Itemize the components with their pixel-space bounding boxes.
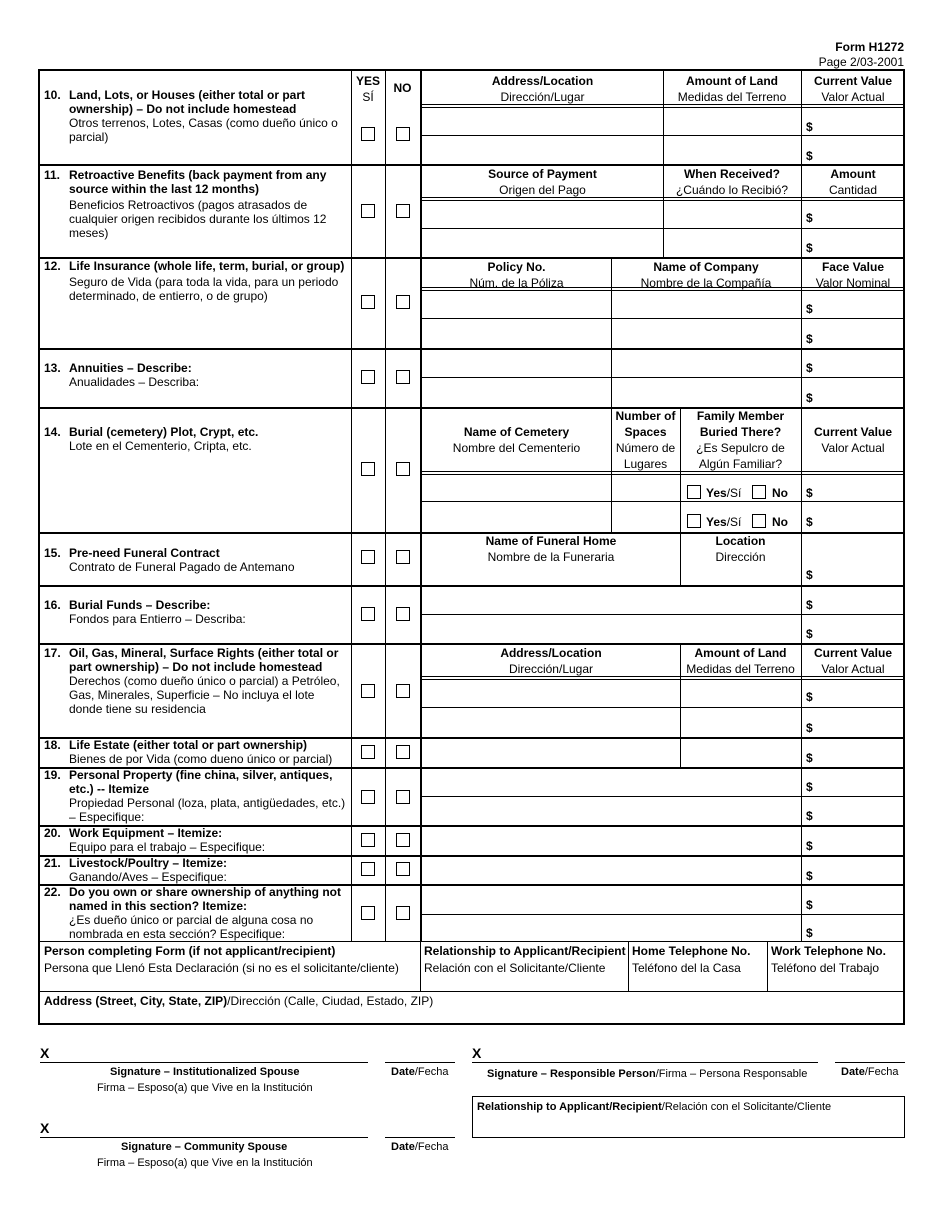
address-header: Address/Location bbox=[491, 74, 594, 88]
person-completing-label-es: Persona que Llenó Esta Declaración (si no es el solicitante/cliente) bbox=[44, 961, 399, 975]
source-header-es: Origen del Pago bbox=[499, 183, 586, 197]
relationship-box-label: Relationship to Applicant/Recipient/Relación con el Solicitante/Cliente bbox=[477, 1101, 832, 1113]
item-17-no-checkbox[interactable] bbox=[396, 684, 410, 698]
item-18: 18. Life Estate (either total or part ownership) Bienes de por Vida (como dueno único or parcial) bbox=[44, 738, 333, 766]
dollar-sign: $ bbox=[806, 839, 813, 853]
family-no-label: No bbox=[772, 486, 788, 500]
item-15-yes-checkbox[interactable] bbox=[361, 550, 375, 564]
item-11-no-checkbox[interactable] bbox=[396, 204, 410, 218]
amount-header-es: Cantidad bbox=[828, 183, 878, 197]
dollar-sign: $ bbox=[806, 898, 813, 912]
home-phone-label: Home Telephone No. bbox=[632, 944, 751, 958]
family-yes-checkbox[interactable] bbox=[687, 485, 701, 499]
comm-signature-label-es: Firma – Esposo(a) que Vive en la Institución bbox=[97, 1157, 313, 1169]
dollar-sign: $ bbox=[806, 751, 813, 765]
item-22: 22. Do you own or share ownership of anything not named in this section? Itemize: ¿Es dueño único or parcial de alguna cosa no nombrada en esta sección? Especifique: bbox=[44, 885, 342, 941]
family-header-es: ¿Es Sepulcro de bbox=[696, 441, 785, 455]
form-number: Form H1272 bbox=[835, 40, 904, 54]
item-22-yes-checkbox[interactable] bbox=[361, 906, 375, 920]
land-header: Amount of Land bbox=[686, 74, 778, 88]
face-value-header: Face Value bbox=[821, 260, 885, 274]
item-17: 17. Oil, Gas, Mineral, Surface Rights (either total or part ownership) – Do not include homestead Derechos (como dueño único o parcial) a Petróleo, Gas, Minerales, Superficie – No incluya el lote donde tiene su residencia bbox=[44, 646, 340, 716]
dollar-sign: $ bbox=[806, 120, 813, 134]
dollar-sign: $ bbox=[806, 149, 813, 163]
item-14-no-checkbox[interactable] bbox=[396, 462, 410, 476]
item-21-yes-checkbox[interactable] bbox=[361, 862, 375, 876]
row-separator bbox=[40, 585, 905, 587]
relationship-label: Relationship to Applicant/Recipient bbox=[424, 944, 626, 958]
asset-form bbox=[38, 69, 905, 1025]
address-header: Address/Location bbox=[500, 646, 602, 660]
item-11: 11. Retroactive Benefits (back payment from any source within the last 12 months) Beneficios Retroactivos (pagos atrasados de cualquier origen recibidos durante los últimos 12 meses) bbox=[44, 168, 327, 240]
source-header: Source of Payment bbox=[488, 167, 597, 181]
dollar-sign: $ bbox=[806, 598, 813, 612]
address-label: Address (Street, City, State, ZIP)/Dirección (Calle, Ciudad, Estado, ZIP) bbox=[44, 994, 434, 1008]
item-19: 19. Personal Property (fine china, silver, antiques, etc.) -- Itemize Propiedad Personal (loza, plata, antigüedades, etc.) – Especifique: bbox=[44, 768, 346, 824]
item-16-yes-checkbox[interactable] bbox=[361, 607, 375, 621]
current-value-header-es: Valor Actual bbox=[821, 441, 885, 455]
location-header: Location bbox=[715, 534, 766, 548]
item-16-no-checkbox[interactable] bbox=[396, 607, 410, 621]
work-phone-label-es: Teléfono del Trabajo bbox=[771, 961, 880, 975]
spaces-header: Number of bbox=[615, 409, 676, 423]
page-number: Page 2/03-2001 bbox=[818, 55, 904, 69]
x-mark: X bbox=[472, 1045, 482, 1061]
company-header-es: Nombre de la Compañía bbox=[640, 276, 772, 290]
item-20-yes-checkbox[interactable] bbox=[361, 833, 375, 847]
spaces-header-2: Spaces bbox=[624, 425, 667, 439]
date-label: Date/Fecha bbox=[841, 1066, 899, 1078]
date-line[interactable] bbox=[385, 1062, 455, 1063]
family-no-label: No bbox=[772, 515, 788, 529]
dollar-sign: $ bbox=[806, 302, 813, 316]
item-20-no-checkbox[interactable] bbox=[396, 833, 410, 847]
item-14-yes-checkbox[interactable] bbox=[361, 462, 375, 476]
dollar-sign: $ bbox=[806, 721, 813, 735]
item-19-yes-checkbox[interactable] bbox=[361, 790, 375, 804]
when-header-es: ¿Cuándo lo Recibió? bbox=[675, 183, 789, 197]
family-no-checkbox[interactable] bbox=[752, 485, 766, 499]
col-divider bbox=[420, 71, 422, 941]
item-20: 20. Work Equipment – Itemize: Equipo para el trabajo – Especifique: bbox=[44, 826, 266, 854]
date-label: Date/Fecha bbox=[391, 1141, 449, 1153]
item-18-yes-checkbox[interactable] bbox=[361, 745, 375, 759]
work-phone-label: Work Telephone No. bbox=[771, 944, 886, 958]
item-14: 14. Burial (cemetery) Plot, Crypt, etc. Lote en el Cementerio, Cripta, etc. bbox=[44, 425, 259, 453]
item-13-no-checkbox[interactable] bbox=[396, 370, 410, 384]
cemetery-header-es: Nombre del Cementerio bbox=[452, 441, 581, 455]
yes-column-header: YES bbox=[355, 74, 380, 88]
row-separator bbox=[40, 941, 905, 942]
cemetery-header: Name of Cemetery bbox=[463, 425, 570, 439]
relationship-box[interactable] bbox=[472, 1096, 905, 1138]
item-21-no-checkbox[interactable] bbox=[396, 862, 410, 876]
current-value-header-es: Valor Actual bbox=[821, 662, 885, 676]
row-separator bbox=[40, 643, 905, 645]
dollar-sign: $ bbox=[806, 391, 813, 405]
location-header-es: Dirección bbox=[715, 550, 766, 564]
current-value-header: Current Value bbox=[813, 425, 893, 439]
x-mark: X bbox=[40, 1045, 50, 1061]
item-10-yes-checkbox[interactable] bbox=[361, 127, 375, 141]
dollar-sign: $ bbox=[806, 627, 813, 641]
row-separator bbox=[40, 348, 905, 350]
family-yes-label: Yes/Sí bbox=[706, 486, 742, 500]
date-line[interactable] bbox=[385, 1137, 455, 1138]
family-yes-checkbox[interactable] bbox=[687, 514, 701, 528]
land-header-es: Medidas del Terreno bbox=[686, 662, 795, 676]
item-15-no-checkbox[interactable] bbox=[396, 550, 410, 564]
relationship-label-es: Relación con el Solicitante/Cliente bbox=[424, 961, 606, 975]
item-12-no-checkbox[interactable] bbox=[396, 295, 410, 309]
dollar-sign: $ bbox=[806, 568, 813, 582]
item-18-no-checkbox[interactable] bbox=[396, 745, 410, 759]
item-10-no-checkbox[interactable] bbox=[396, 127, 410, 141]
dollar-sign: $ bbox=[806, 926, 813, 940]
family-header-es-2: Algún Familiar? bbox=[698, 457, 783, 471]
policy-header-es: Núm. de la Póliza bbox=[469, 276, 564, 290]
family-header: Family Member bbox=[696, 409, 785, 423]
family-yes-label: Yes/Sí bbox=[706, 515, 742, 529]
item-10: 10. Land, Lots, or Houses (either total or part ownership) – Do not include homestead Otros terrenos, Lotes, Casas (como dueño único o parcial) bbox=[44, 88, 338, 144]
row-separator bbox=[40, 991, 905, 992]
resp-signature-label: Signature – Responsible Person/Firma – Persona Responsable bbox=[487, 1068, 808, 1080]
col-divider bbox=[351, 71, 352, 941]
x-mark: X bbox=[40, 1120, 50, 1136]
family-no-checkbox[interactable] bbox=[752, 514, 766, 528]
item-16: 16. Burial Funds – Describe: Fondos para Entierro – Describa: bbox=[44, 598, 246, 626]
comm-signature-label: Signature – Community Spouse bbox=[121, 1141, 288, 1153]
when-header: When Received? bbox=[683, 167, 781, 181]
item-22-no-checkbox[interactable] bbox=[396, 906, 410, 920]
dollar-sign: $ bbox=[806, 241, 813, 255]
item-12: 12. Life Insurance (whole life, term, burial, or group) Seguro de Vida (para toda la vida, para un periodo determinado, de entierro, o de grupo) bbox=[44, 259, 345, 303]
dollar-sign: $ bbox=[806, 869, 813, 883]
dollar-sign: $ bbox=[806, 780, 813, 794]
amount-header: Amount bbox=[830, 167, 876, 181]
funeral-home-header-es: Nombre de la Funeraria bbox=[487, 550, 615, 564]
dollar-sign: $ bbox=[806, 361, 813, 375]
family-header-2: Buried There? bbox=[699, 425, 782, 439]
col-divider bbox=[801, 71, 802, 941]
item-12-yes-checkbox[interactable] bbox=[361, 295, 375, 309]
item-11-yes-checkbox[interactable] bbox=[361, 204, 375, 218]
policy-header: Policy No. bbox=[487, 260, 546, 274]
col-divider bbox=[385, 71, 386, 941]
face-value-header-es: Valor Nominal bbox=[815, 276, 891, 290]
address-header-es: Dirección/Lugar bbox=[500, 90, 585, 104]
spaces-header-es-2: Lugares bbox=[623, 457, 668, 471]
current-value-header-es: Valor Actual bbox=[821, 90, 885, 104]
item-21: 21. Livestock/Poultry – Itemize: Ganando/Aves – Especifique: bbox=[44, 856, 228, 884]
inst-signature-label-es: Firma – Esposo(a) que Vive en la Institución bbox=[97, 1082, 313, 1094]
item-15: 15. Pre-need Funeral Contract Contrato de Funeral Pagado de Antemano bbox=[44, 546, 295, 574]
home-phone-label-es: Teléfono del la Casa bbox=[632, 961, 741, 975]
company-header: Name of Company bbox=[653, 260, 759, 274]
current-value-header: Current Value bbox=[813, 74, 893, 88]
date-line[interactable] bbox=[835, 1062, 905, 1063]
signature-line[interactable] bbox=[40, 1062, 368, 1063]
current-value-header: Current Value bbox=[813, 646, 893, 660]
dollar-sign: $ bbox=[806, 515, 813, 529]
dollar-sign: $ bbox=[806, 486, 813, 500]
funeral-home-header: Name of Funeral Home bbox=[485, 534, 617, 548]
inst-signature-label: Signature – Institutionalized Spouse bbox=[110, 1066, 300, 1078]
yes-column-header-es: SÍ bbox=[362, 90, 374, 104]
land-header-es: Medidas del Terreno bbox=[677, 90, 787, 104]
land-header: Amount of Land bbox=[694, 646, 787, 660]
dollar-sign: $ bbox=[806, 809, 813, 823]
row-separator bbox=[40, 164, 905, 166]
dollar-sign: $ bbox=[806, 332, 813, 346]
date-label: Date/Fecha bbox=[391, 1066, 449, 1078]
item-13-yes-checkbox[interactable] bbox=[361, 370, 375, 384]
address-header-es: Dirección/Lugar bbox=[508, 662, 594, 676]
no-column-header: NO bbox=[393, 81, 412, 95]
item-19-no-checkbox[interactable] bbox=[396, 790, 410, 804]
signature-line[interactable] bbox=[472, 1062, 818, 1063]
spaces-header-es: Número de bbox=[615, 441, 676, 455]
person-completing-label: Person completing Form (if not applicant/recipient) bbox=[44, 944, 336, 958]
item-13: 13. Annuities – Describe: Anualidades – Describa: bbox=[44, 361, 200, 389]
signature-line[interactable] bbox=[40, 1137, 368, 1138]
dollar-sign: $ bbox=[806, 211, 813, 225]
dollar-sign: $ bbox=[806, 690, 813, 704]
item-17-yes-checkbox[interactable] bbox=[361, 684, 375, 698]
